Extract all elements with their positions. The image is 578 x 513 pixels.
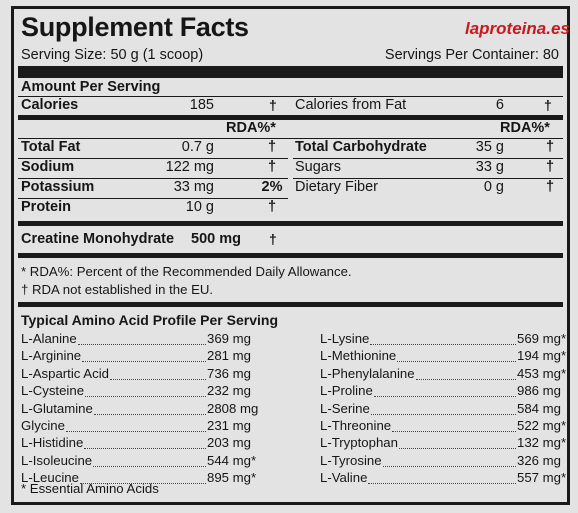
thick-divider	[18, 66, 563, 78]
medium-divider	[18, 302, 563, 307]
amino-value: 203 mg	[207, 435, 251, 451]
amino-name: L-Proline	[320, 383, 373, 399]
amino-value: 232 mg	[207, 383, 251, 399]
calories-fat-label: Calories from Fat	[295, 97, 407, 113]
nutrient-value: 35 g	[475, 139, 504, 155]
footnote-dagger: † RDA not established in the EU.	[21, 282, 214, 297]
amino-value: 231 mg	[207, 418, 251, 433]
amino-name: L-Alanine	[21, 331, 77, 346]
nutrient-label: Total Carbohydrate	[295, 139, 427, 155]
amino-value: 132 mg*	[517, 435, 567, 451]
amino-value: 281 mg	[207, 348, 251, 364]
amino-name: L-Glutamine	[21, 400, 93, 416]
amino-name: L-Serine	[320, 400, 370, 416]
nutrient-value: 33 mg	[173, 179, 214, 195]
nutrient-value: 0.7 g	[181, 139, 214, 155]
amino-name: L-Aspartic Acid	[21, 365, 109, 381]
leader-dots	[370, 331, 516, 345]
nutrient-label: Sodium	[21, 159, 75, 175]
nutrient-rda: †	[267, 159, 277, 175]
amino-value: 895 mg*	[207, 470, 257, 486]
calories-label: Calories	[21, 97, 79, 113]
leader-dots	[94, 401, 206, 415]
serving-size: Serving Size: 50 g (1 scoop)	[21, 47, 204, 63]
panel-title: Supplement Facts	[21, 12, 249, 42]
brand-logo: laproteina.es	[465, 19, 570, 38]
nutrient-value: 122 mg	[165, 159, 214, 175]
nutrient-value: 0 g	[483, 179, 504, 195]
rda-header-right: RDA%*	[500, 120, 550, 136]
calories-dagger: †	[269, 97, 277, 113]
creatine-dagger: †	[269, 231, 277, 247]
amino-name: L-Cysteine	[21, 383, 85, 399]
medium-divider	[18, 221, 563, 226]
calories-fat-dagger: †	[544, 97, 552, 113]
amino-name: L-Phenylalanine	[320, 365, 415, 381]
nutrient-rda: †	[545, 179, 555, 195]
amino-value: 986 mg	[517, 383, 561, 399]
calories-value: 185	[189, 97, 214, 113]
amino-value: 522 mg*	[517, 418, 567, 433]
amino-value: 326 mg	[517, 452, 561, 468]
amino-name: L-Tryptophan	[320, 435, 398, 451]
leader-dots	[416, 366, 516, 380]
leader-dots	[368, 470, 516, 484]
amino-value: 736 mg	[207, 365, 251, 381]
leader-dots	[110, 366, 206, 380]
leader-dots	[374, 383, 516, 397]
amino-value: 2808 mg	[207, 400, 259, 416]
nutrient-label: Protein	[21, 199, 71, 215]
leader-dots	[399, 435, 516, 449]
calories-fat-value: 6	[495, 97, 504, 113]
amino-name: L-Lysine	[320, 331, 370, 346]
leader-dots	[78, 331, 206, 345]
nutrient-label: Sugars	[295, 159, 341, 175]
nutrient-rda: †	[267, 139, 277, 155]
amino-name: L-Methionine	[320, 348, 397, 364]
leader-dots	[85, 383, 206, 397]
nutrient-rda: †	[545, 159, 555, 175]
creatine-label: Creatine Monohydrate	[21, 231, 175, 247]
leader-dots	[93, 453, 206, 467]
nutrient-rda: 2%	[261, 179, 283, 195]
amino-value: 369 mg	[207, 331, 251, 346]
nutrient-label: Dietary Fiber	[295, 179, 378, 195]
nutrient-rda: †	[267, 199, 277, 215]
nutrient-label: Total Fat	[21, 139, 81, 155]
amino-name: L-Arginine	[21, 348, 82, 364]
amino-value: 453 mg*	[517, 365, 567, 381]
nutrient-rda: †	[545, 139, 555, 155]
supplement-facts-panel	[11, 6, 570, 505]
leader-dots	[397, 348, 516, 362]
amino-name: Glycine	[21, 418, 65, 433]
nutrient-value: 10 g	[185, 199, 214, 215]
amino-value: 584 mg	[517, 400, 561, 416]
creatine-value: 500 mg	[191, 231, 241, 247]
leader-dots	[84, 435, 206, 449]
amino-value: 194 mg*	[517, 348, 567, 364]
leader-dots	[371, 401, 516, 415]
medium-divider	[18, 115, 563, 120]
amount-per-serving: Amount Per Serving	[21, 79, 161, 95]
amino-name: L-Valine	[320, 470, 368, 486]
medium-divider	[18, 253, 563, 258]
servings-per-container: Servings Per Container: 80	[384, 47, 559, 63]
leader-dots	[392, 418, 516, 432]
essential-note: * Essential Amino Acids	[21, 481, 159, 496]
leader-dots	[82, 348, 206, 362]
nutrient-value: 33 g	[475, 159, 504, 175]
rda-header-left: RDA%*	[226, 120, 276, 136]
leader-dots	[383, 453, 516, 467]
amino-name: L-Isoleucine	[21, 452, 93, 468]
amino-name: L-Histidine	[21, 435, 84, 451]
amino-title: Typical Amino Acid Profile Per Serving	[21, 312, 278, 328]
nutrient-label: Potassium	[21, 179, 95, 195]
amino-value: 569 mg*	[517, 331, 567, 346]
amino-name: L-Tyrosine	[320, 452, 382, 468]
footnote-rda: * RDA%: Percent of the Recommended Daily Allowance.	[21, 264, 352, 279]
amino-value: 557 mg*	[517, 470, 567, 486]
leader-dots	[66, 418, 206, 432]
amino-name: L-Leucine	[21, 470, 79, 486]
amino-value: 544 mg*	[207, 452, 257, 468]
amino-name: L-Threonine	[320, 418, 392, 433]
